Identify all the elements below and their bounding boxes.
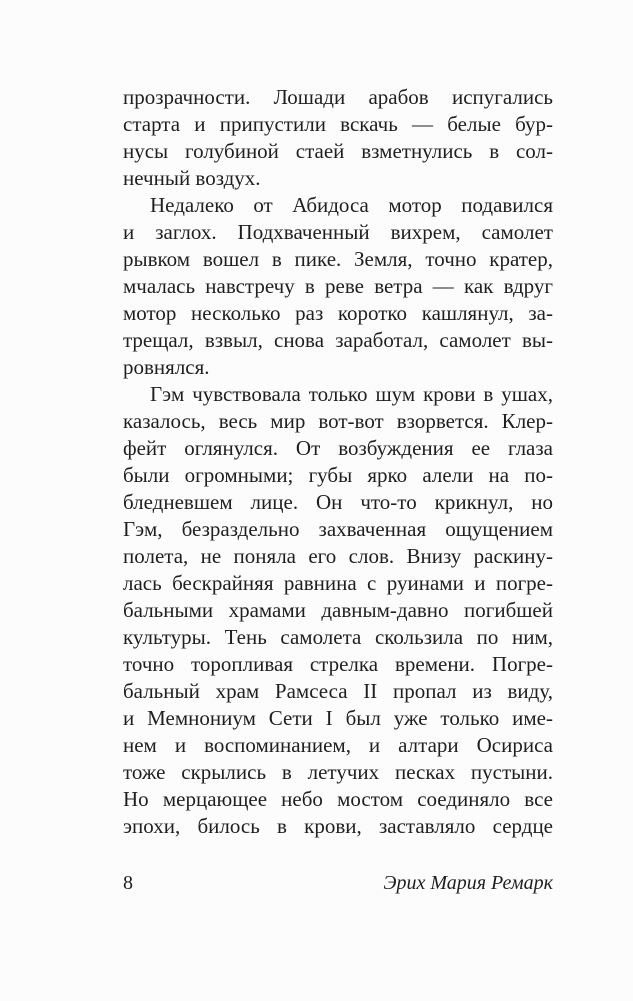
text-line: рывком вошел в пике. Земля, точно кратер, bbox=[123, 247, 553, 271]
text-line: и Мемнониум Сети I был уже только име- bbox=[123, 706, 553, 730]
paragraph bbox=[123, 381, 553, 840]
text-line: нем и воспоминанием, и алтари Осириса bbox=[123, 733, 553, 757]
text-line: ровнялся. bbox=[123, 355, 210, 379]
paragraph bbox=[123, 84, 553, 192]
text-line: старта и припустили вскачь — белые бур- bbox=[123, 112, 553, 136]
running-footer-author: Эрих Мария Ремарк bbox=[383, 872, 553, 894]
text-line: Гэм, безраздельно захваченная ощущением bbox=[123, 517, 553, 541]
text-line: Гэм чувствовала только шум крови в ушах, bbox=[150, 382, 553, 406]
text-line: прозрачности. Лошади арабов испугались bbox=[123, 85, 553, 109]
text-line: мчалась навстречу в реве ветра — как вдруг bbox=[123, 274, 553, 298]
text-line: фейт оглянулся. От возбуждения ее глаза bbox=[123, 436, 553, 460]
text-line: бальными храмами давным-давно погибшей bbox=[123, 598, 553, 622]
paragraph bbox=[123, 192, 553, 381]
text-line: эпохи, билось в крови, заставляло сердце bbox=[123, 814, 553, 838]
text-line: Но мерцающее небо мостом соединяло все bbox=[123, 787, 553, 811]
text-line: лась бескрайняя равнина с руинами и погре- bbox=[123, 571, 553, 595]
text-line: культуры. Тень самолета скользила по ним, bbox=[123, 625, 553, 649]
page-footer bbox=[123, 871, 553, 895]
text-line: казалось, весь мир вот-вот взорвется. Клер- bbox=[123, 409, 553, 433]
page-number: 8 bbox=[123, 872, 133, 894]
text-line: Недалеко от Абидоса мотор подавился bbox=[150, 193, 553, 217]
text-line: мотор несколько раз коротко кашлянул, за- bbox=[123, 301, 553, 325]
page-text bbox=[123, 84, 553, 840]
text-line: бледневшем лице. Он что-то крикнул, но bbox=[123, 490, 553, 514]
text-line: и заглох. Подхваченный вихрем, самолет bbox=[123, 220, 553, 244]
text-line: нусы голубиной стаей взметнулись в сол- bbox=[123, 139, 553, 163]
text-line: бальный храм Рамсеса II пропал из виду, bbox=[123, 679, 553, 703]
text-line: точно торопливая стрелка времени. Погре- bbox=[123, 652, 553, 676]
text-line: были огромными; губы ярко алели на по- bbox=[123, 463, 553, 487]
text-line: полета, не поняла его слов. Внизу раскину- bbox=[123, 544, 553, 568]
text-line: тоже скрылись в летучих песках пустыни. bbox=[123, 760, 553, 784]
text-line: нечный воздух. bbox=[123, 166, 261, 190]
text-line: трещал, взвыл, снова заработал, самолет вы- bbox=[123, 328, 553, 352]
